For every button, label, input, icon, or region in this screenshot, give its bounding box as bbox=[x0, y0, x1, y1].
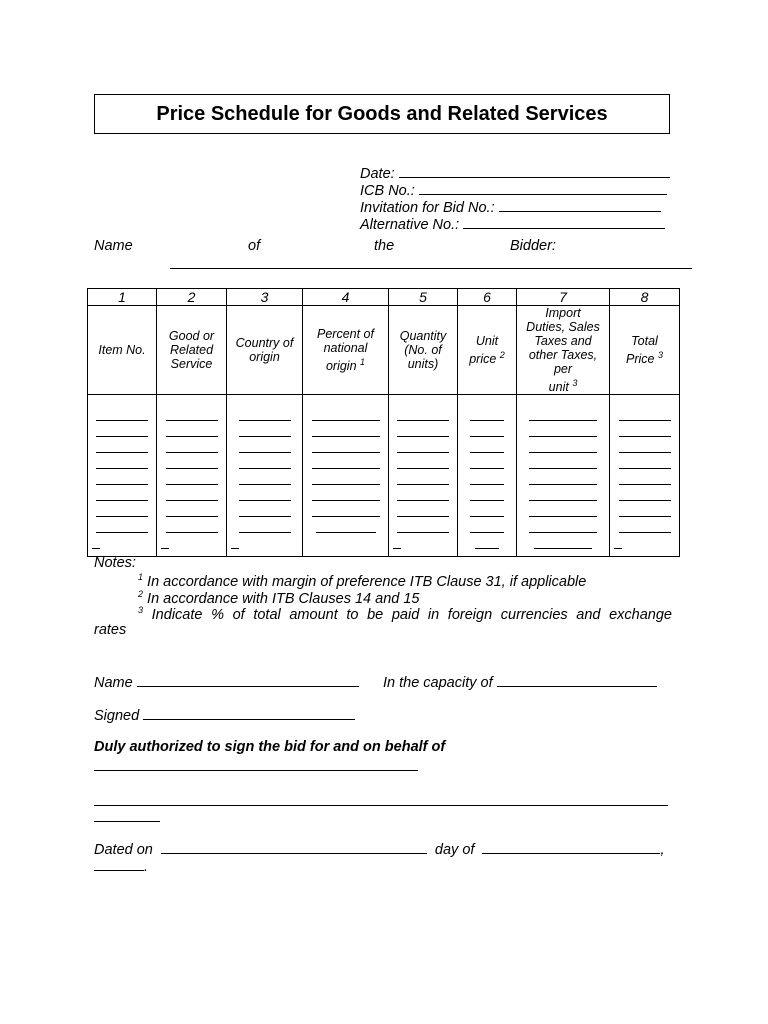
blank-line bbox=[239, 405, 291, 421]
col-number: 5 bbox=[389, 289, 458, 306]
dated-on-line[interactable] bbox=[161, 840, 427, 854]
blank-line bbox=[231, 533, 239, 549]
blank-line bbox=[166, 453, 218, 469]
blank-line bbox=[619, 437, 671, 453]
blank-line bbox=[619, 517, 671, 533]
blank-line bbox=[166, 405, 218, 421]
blank-line bbox=[96, 517, 148, 533]
blank-line bbox=[96, 437, 148, 453]
blank-line bbox=[96, 485, 148, 501]
blank-line bbox=[470, 421, 504, 437]
blank-line bbox=[166, 421, 218, 437]
blank-line bbox=[96, 405, 148, 421]
blank-line bbox=[312, 453, 380, 469]
signer-name-field bbox=[94, 673, 359, 691]
entry-cell[interactable] bbox=[458, 395, 517, 557]
blank-line bbox=[397, 421, 449, 437]
blank-line bbox=[470, 485, 504, 501]
the-word: the bbox=[374, 238, 395, 254]
col-number: 2 bbox=[157, 289, 227, 306]
blank-line bbox=[529, 453, 597, 469]
blank-line bbox=[397, 453, 449, 469]
price-schedule-table bbox=[87, 288, 680, 557]
authorized-statement: Duly authorized to sign the bid for and on behalf of bbox=[94, 739, 446, 755]
blank-line bbox=[92, 533, 100, 549]
blank-line bbox=[619, 501, 671, 517]
blank-line bbox=[470, 405, 504, 421]
col-number: 4 bbox=[303, 289, 389, 306]
note-3-continued: rates bbox=[94, 622, 127, 638]
blank-line bbox=[619, 453, 671, 469]
blank-line bbox=[397, 501, 449, 517]
blank-line bbox=[166, 469, 218, 485]
signed-field bbox=[94, 706, 355, 724]
date-field bbox=[360, 164, 670, 182]
header-total-price: Total Price $^3$ bbox=[610, 306, 680, 395]
header-quantity: Quantity (No. of units) bbox=[389, 306, 458, 395]
col-number: 6 bbox=[458, 289, 517, 306]
entry-row bbox=[88, 395, 680, 557]
authorized-line-1[interactable] bbox=[94, 757, 418, 771]
entry-cell[interactable] bbox=[389, 395, 458, 557]
blank-line bbox=[239, 517, 291, 533]
signer-name-label: Name bbox=[94, 675, 133, 691]
dated-row-2 bbox=[94, 857, 148, 875]
blank-line bbox=[312, 421, 380, 437]
blank-line bbox=[534, 533, 592, 549]
header-item-no: Item No. bbox=[88, 306, 157, 395]
header-percent-national-origin: Percent of national origin $^1$ bbox=[303, 306, 389, 395]
date-line[interactable] bbox=[399, 164, 670, 178]
dated-on-label: Dated on bbox=[94, 842, 153, 858]
blank-line bbox=[470, 517, 504, 533]
blank-line bbox=[166, 437, 218, 453]
blank-line bbox=[166, 501, 218, 517]
capacity-line[interactable] bbox=[497, 673, 657, 687]
header-good-or-service: Good or Related Service bbox=[157, 306, 227, 395]
page-title: Price Schedule for Goods and Related Services bbox=[94, 94, 670, 134]
entry-cell[interactable] bbox=[303, 395, 389, 557]
col-number: 8 bbox=[610, 289, 680, 306]
day-of-line[interactable] bbox=[482, 840, 660, 854]
blank-line bbox=[161, 533, 169, 549]
signer-name-line[interactable] bbox=[137, 673, 359, 687]
blank-line bbox=[312, 405, 380, 421]
blank-line bbox=[529, 437, 597, 453]
blank-line bbox=[239, 501, 291, 517]
blank-line bbox=[96, 453, 148, 469]
of-word: of bbox=[248, 238, 261, 254]
blank-line bbox=[166, 517, 218, 533]
column-number-row bbox=[88, 289, 680, 306]
blank-line bbox=[312, 437, 380, 453]
header-unit-price: Unit price $^2$ bbox=[458, 306, 517, 395]
blank-line bbox=[316, 517, 376, 533]
authorized-line-3[interactable] bbox=[94, 808, 160, 822]
blank-line bbox=[614, 533, 622, 549]
ifb-label: Invitation for Bid No.: bbox=[360, 200, 495, 216]
ifb-line[interactable] bbox=[499, 198, 661, 212]
blank-line bbox=[475, 533, 499, 549]
blank-line bbox=[312, 469, 380, 485]
blank-line bbox=[166, 485, 218, 501]
blank-line bbox=[470, 453, 504, 469]
blank-line bbox=[529, 469, 597, 485]
month-line[interactable] bbox=[94, 857, 144, 871]
column-header-row bbox=[88, 306, 680, 395]
blank-line bbox=[239, 453, 291, 469]
blank-line bbox=[397, 517, 449, 533]
blank-line bbox=[619, 421, 671, 437]
notes-heading: Notes: bbox=[94, 555, 136, 571]
blank-line bbox=[96, 469, 148, 485]
alt-label: Alternative No.: bbox=[360, 217, 460, 233]
capacity-field bbox=[383, 673, 657, 691]
icb-field bbox=[360, 181, 667, 199]
dated-row bbox=[94, 840, 672, 858]
bidder-word: Bidder: bbox=[510, 238, 556, 254]
header-import-duties: Import Duties, Sales Taxes and other Taxes, per unit $^3$ bbox=[517, 306, 610, 395]
blank-line bbox=[312, 501, 380, 517]
entry-cell[interactable] bbox=[227, 395, 303, 557]
col-number: 7 bbox=[517, 289, 610, 306]
blank-line bbox=[239, 485, 291, 501]
header-country-of-origin: Country of origin bbox=[227, 306, 303, 395]
blank-line bbox=[529, 485, 597, 501]
blank-line bbox=[239, 437, 291, 453]
entry-cell[interactable] bbox=[88, 395, 157, 557]
blank-line bbox=[96, 421, 148, 437]
blank-line bbox=[312, 485, 380, 501]
signed-label: Signed bbox=[94, 708, 140, 724]
blank-line bbox=[470, 469, 504, 485]
icb-label: ICB No.: bbox=[360, 183, 415, 199]
bidder-name-line[interactable] bbox=[170, 268, 692, 269]
note-3: $^3$ Indicate % of total amount to be paid in foreign currencies and exchange bbox=[138, 605, 673, 623]
note-2: $^2$ In accordance with ITB Clauses 14 and 15 bbox=[138, 589, 420, 607]
blank-line bbox=[470, 437, 504, 453]
note-1: $^1$ In accordance with margin of preference ITB Clause 31, if applicable bbox=[138, 572, 587, 590]
blank-line bbox=[470, 501, 504, 517]
blank-line bbox=[397, 485, 449, 501]
blank-line bbox=[529, 421, 597, 437]
col-number: 1 bbox=[88, 289, 157, 306]
blank-line bbox=[529, 405, 597, 421]
alt-line[interactable] bbox=[463, 215, 665, 229]
alt-field bbox=[360, 215, 665, 233]
entry-cell[interactable] bbox=[517, 395, 610, 557]
blank-line bbox=[619, 405, 671, 421]
icb-line[interactable] bbox=[419, 181, 667, 195]
signed-line[interactable] bbox=[143, 706, 355, 720]
blank-line bbox=[619, 469, 671, 485]
blank-line bbox=[239, 469, 291, 485]
col-number: 3 bbox=[227, 289, 303, 306]
blank-line bbox=[397, 405, 449, 421]
blank-line bbox=[619, 485, 671, 501]
comma: , bbox=[660, 842, 665, 858]
date-label: Date: bbox=[360, 166, 395, 182]
blank-line bbox=[397, 469, 449, 485]
capacity-label: In the capacity of bbox=[383, 675, 493, 691]
entry-cell[interactable] bbox=[157, 395, 227, 557]
day-of-label: day of bbox=[434, 842, 475, 858]
ifb-field bbox=[360, 198, 661, 216]
period: . bbox=[144, 859, 149, 875]
name-word: Name bbox=[94, 238, 133, 254]
blank-line bbox=[96, 501, 148, 517]
blank-line bbox=[393, 533, 401, 549]
blank-line bbox=[397, 437, 449, 453]
entry-cell[interactable] bbox=[610, 395, 680, 557]
blank-line bbox=[529, 501, 597, 517]
blank-line bbox=[239, 421, 291, 437]
authorized-line-2[interactable] bbox=[94, 792, 668, 806]
blank-line bbox=[529, 517, 597, 533]
